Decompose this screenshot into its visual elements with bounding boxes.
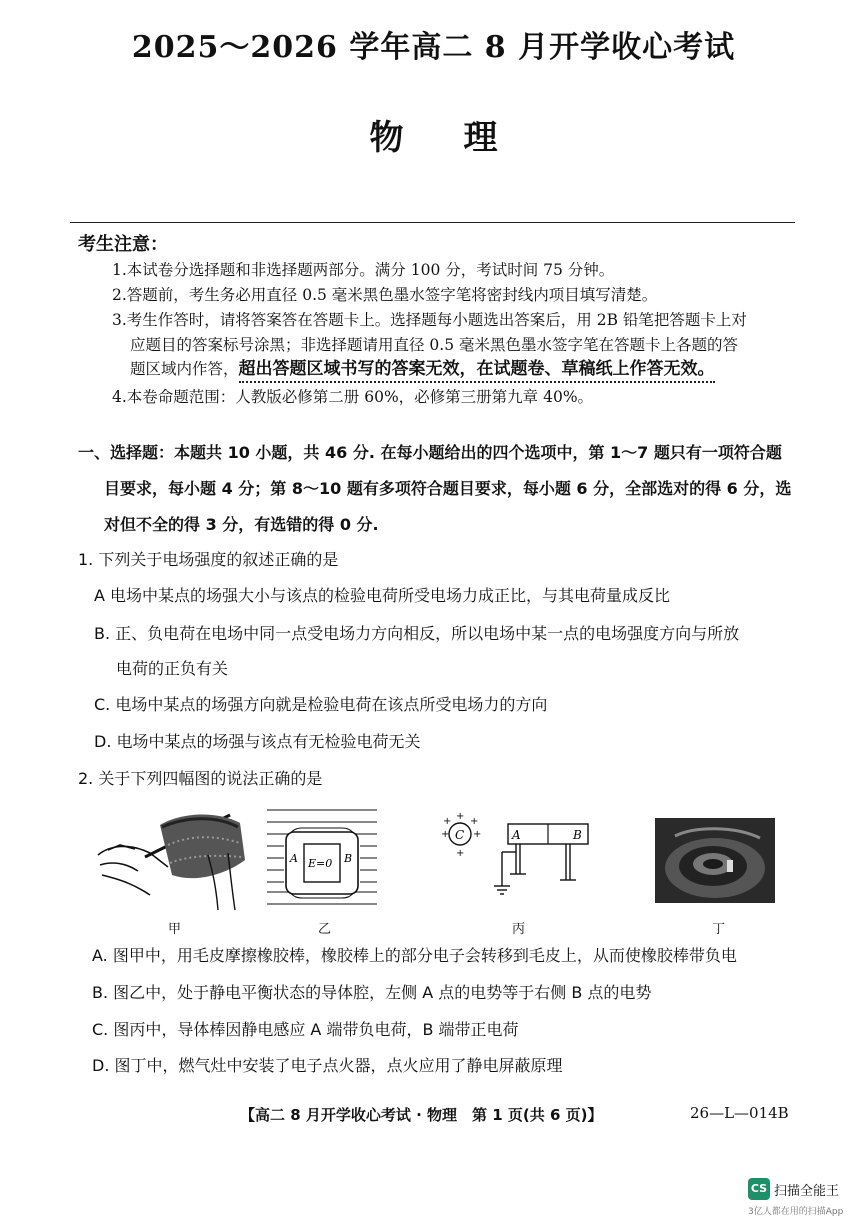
figure-label-yi: 乙 [318, 922, 332, 937]
q2-option-d: D. 图丁中，燃气灶中安装了电子点火器，点火应用了静电屏蔽原理 [92, 1056, 563, 1075]
notice-item-2: 2.答题前，考生务必用直径 0.5 毫米黑色墨水签字笔将密封线内项目填写清楚。 [112, 286, 658, 304]
section-instructions-line-3: 对但不全的得 3 分，有选错的得 0 分. [104, 515, 379, 534]
q1-option-b-cont: 电荷的正负有关 [116, 659, 229, 678]
scanner-logo-icon: CS [748, 1178, 770, 1200]
subject-title: 物理 [369, 118, 558, 158]
exam-title: 2025～2026 学年高二 8 月开学收心考试 [131, 30, 736, 65]
notice-item-1: 1.本试卷分选择题和非选择题两部分。满分 100 分，考试时间 75 分钟。 [112, 261, 615, 279]
svg-text:+: + [470, 816, 479, 827]
figure-jia [90, 805, 250, 915]
q1-stem: 1. 下列关于电场强度的叙述正确的是 [78, 550, 339, 569]
notice-item-3-last [130, 354, 715, 379]
figure-bing [438, 812, 598, 897]
fig-bing-label-a: A [512, 828, 521, 842]
notice-item-4: 4.本卷命题范围：人教版必修第二册 60%，必修第三册第九章 40%。 [112, 388, 594, 406]
notice-item-3-cont: 应题目的答案标号涂黑；非选择题请用直径 0.5 毫米黑色墨水签字笔在答题卡上各题的答 [130, 336, 739, 354]
figure-label-ding: 丁 [712, 922, 726, 937]
q1-option-a: A 电场中某点的场强大小与该点的检验电荷所受电场力成正比，与其电荷量成反比 [94, 586, 671, 605]
figure-yi [262, 800, 382, 915]
fig-bing-label-c: C [455, 828, 465, 842]
figure-ding [655, 818, 775, 903]
svg-text:+: + [473, 829, 482, 840]
fig-yi-label-e0: E=0 [308, 857, 333, 870]
figure-label-jia: 甲 [168, 922, 182, 937]
q1-option-d: D. 电场中某点的场强与该点有无检验电荷无关 [94, 732, 421, 751]
notice-heading: 考生注意： [78, 234, 168, 255]
q2-option-c: C. 图丙中，导体棒因静电感应 A 端带负电荷，B 端带正电荷 [92, 1020, 519, 1039]
q2-option-b: B. 图乙中，处于静电平衡状态的导体腔，左侧 A 点的电势等于右侧 B 点的电势 [92, 983, 652, 1002]
q2-option-a: A. 图甲中，用毛皮摩擦橡胶棒，橡胶棒上的部分电子会转移到毛皮上，从而使橡胶棒带负电 [92, 946, 737, 965]
paper-code: 26—L—014B [690, 1104, 789, 1122]
notice-emphasis: 超出答题区域书写的答案无效，在试题卷、草稿纸上作答无效。 [239, 359, 715, 383]
q2-stem: 2. 关于下列四幅图的说法正确的是 [78, 769, 323, 788]
fig-yi-label-b: B [344, 852, 353, 865]
figure-label-bing: 丙 [512, 922, 526, 937]
scanner-tagline: 3亿人都在用的扫描App [748, 1207, 844, 1217]
page-footer: 【高二 8 月开学收心考试 · 物理 第 1 页(共 6 页)】 [240, 1106, 603, 1124]
header-divider [70, 222, 795, 223]
fig-bing-label-b: B [573, 828, 582, 842]
q1-option-c: C. 电场中某点的场强方向就是检验电荷在该点所受电场力的方向 [94, 695, 548, 714]
notice-item-3-prefix: 题区域内作答， [130, 360, 239, 378]
scanner-name: 扫描全能王 [774, 1184, 840, 1199]
fur-patch [160, 815, 245, 879]
svg-text:+: + [443, 816, 452, 827]
notice-item-3: 3.考生作答时，请将答案答在答题卡上。选择题每小题选出答案后，用 2B 铅笔把答题卡上对 [112, 311, 747, 329]
section-instructions-line-1: 一、选择题：本题共 10 小题，共 46 分. 在每小题给出的四个选项中，第 1～7 题只有一项符合题 [78, 443, 782, 462]
svg-text:+: + [456, 848, 465, 859]
svg-text:+: + [456, 811, 465, 822]
fig-yi-label-a: A [290, 852, 298, 865]
svg-text:+: + [441, 829, 450, 840]
section-instructions-line-2: 目要求，每小题 4 分；第 8～10 题有多项符合题目要求，每小题 6 分，全部选对的得 6 分，选 [104, 479, 792, 498]
q1-option-b: B. 正、负电荷在电场中同一点受电场力方向相反，所以电场中某一点的电场强度方向与所放 [94, 624, 740, 643]
